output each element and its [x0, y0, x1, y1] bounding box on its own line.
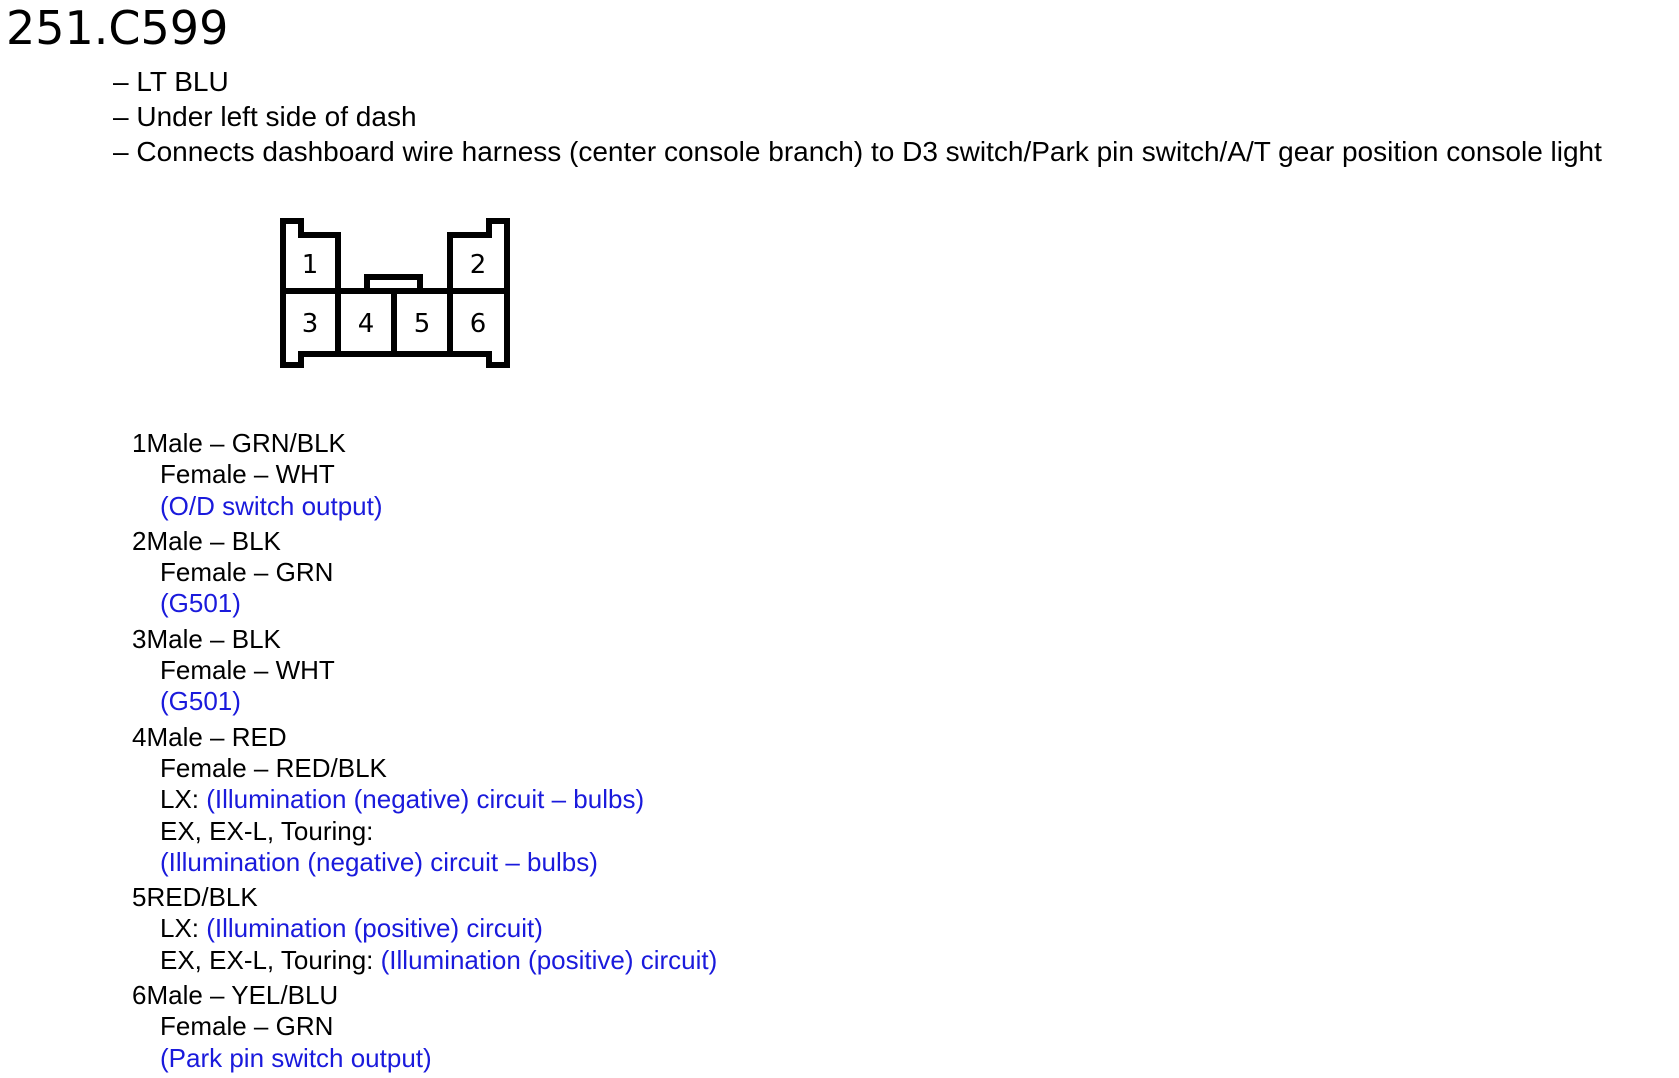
- pin-3-circuit: (G501): [160, 686, 241, 717]
- pin-5-ex-circuit: (Illumination (positive) circuit): [380, 944, 718, 975]
- pin-4-ex-prefix: EX, EX-L, Touring:: [160, 815, 374, 846]
- pin-2-female: Female – GRN: [160, 557, 334, 588]
- pin-label-3: 3: [301, 309, 319, 339]
- pin-4-male: 4Male – RED: [132, 721, 287, 752]
- connector-title: 251.C599: [6, 1, 229, 55]
- description-location: – Under left side of dash: [113, 101, 417, 132]
- pin-4-ex-circuit: (Illumination (negative) circuit – bulbs): [160, 846, 598, 877]
- pin-4-lx-circuit: (Illumination (negative) circuit – bulbs): [206, 784, 645, 815]
- pin-6-circuit: (Park pin switch output): [160, 1042, 432, 1073]
- description-connects: – Connects dashboard wire harness (center console branch) to D3 switch/Park pin switch/A/T gear position console light: [113, 136, 1602, 167]
- pin-1-circuit: (O/D switch output): [160, 490, 383, 521]
- pin-6-female: Female – GRN: [160, 1011, 334, 1042]
- pin-2-circuit: (G501): [160, 588, 241, 619]
- pin-list: [132, 428, 717, 1078]
- pin-entry-5: [132, 882, 717, 976]
- description-color: – LT BLU: [113, 66, 229, 97]
- pin-entry-4: [132, 722, 717, 878]
- pin-5-lx-circuit: (Illumination (positive) circuit): [206, 913, 543, 944]
- pin-5-ex-prefix: EX, EX-L, Touring:: [160, 944, 381, 975]
- connector-face-diagram: [280, 218, 520, 378]
- pin-entry-3: [132, 624, 717, 718]
- pin-4-lx: [132, 784, 717, 815]
- pin-6-male: 6Male – YEL/BLU: [132, 980, 339, 1011]
- pin-label-5: 5: [413, 309, 431, 339]
- pin-label-4: 4: [357, 309, 375, 339]
- pin-label-1: 1: [301, 250, 319, 280]
- connector-description: [113, 64, 1602, 169]
- pin-4-female: Female – RED/BLK: [160, 752, 387, 783]
- pin-1-female: Female – WHT: [160, 459, 335, 490]
- pin-1-male: 1Male – GRN/BLK: [132, 428, 346, 458]
- pin-label-6: 6: [469, 309, 487, 339]
- pin-5-ex: [132, 945, 717, 976]
- pin-entry-1: [132, 428, 717, 522]
- pin-5-lx: [132, 913, 717, 944]
- pin-3-female: Female – WHT: [160, 655, 335, 686]
- pin-5-wire: 5RED/BLK: [132, 882, 258, 913]
- pin-5-lx-prefix: LX:: [160, 913, 207, 944]
- pin-entry-6: [132, 980, 717, 1074]
- pin-label-2: 2: [469, 250, 487, 280]
- pin-4-lx-prefix: LX:: [160, 784, 207, 815]
- pin-entry-2: [132, 526, 717, 620]
- pin-2-male: 2Male – BLK: [132, 525, 281, 556]
- pin-3-male: 3Male – BLK: [132, 623, 281, 654]
